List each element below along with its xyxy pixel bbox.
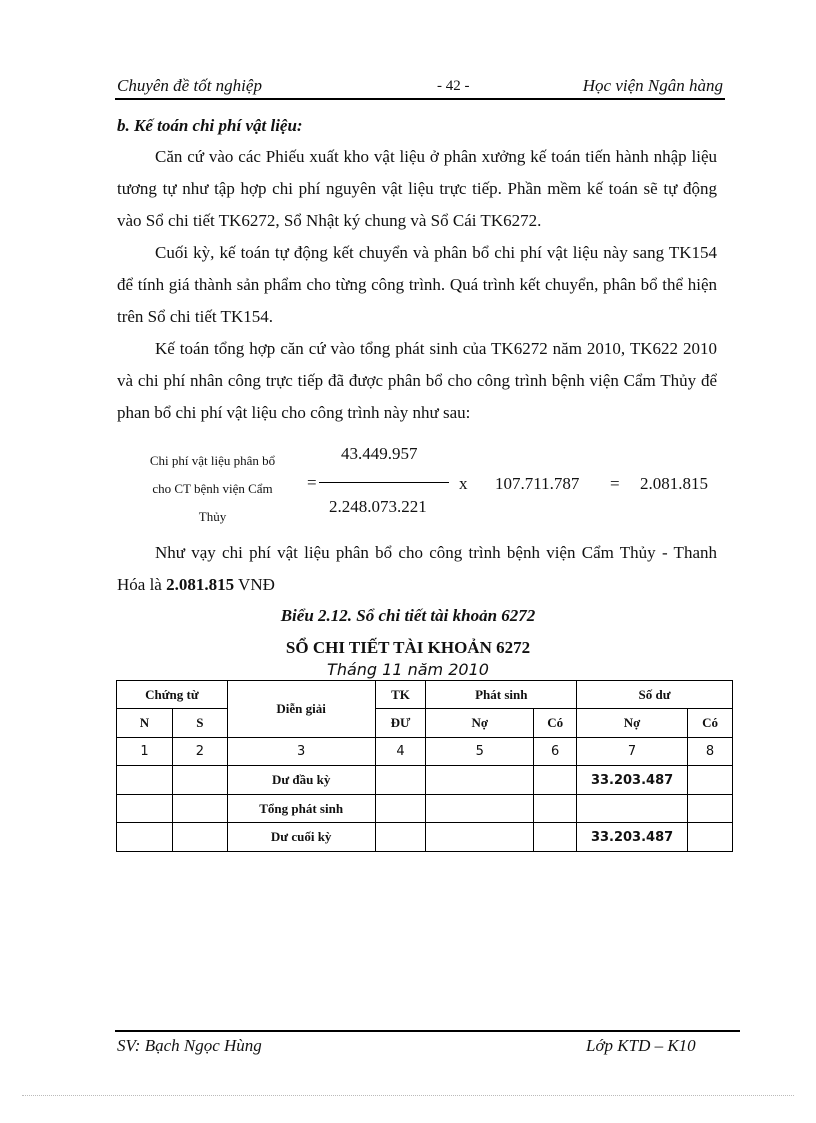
paragraph-3: Kế toán tổng hợp căn cứ vào tổng phát sinh của TK6272 năm 2010, TK622 2010 và chi phí nhân công trực tiếp đã được phân bổ cho công trình bệnh viện Cẩm Thủy để phan bổ chi phí vật liệu cho công trình này như sau: (117, 339, 717, 422)
page-header (117, 76, 723, 98)
fraction-bar (319, 482, 449, 483)
table-row (117, 823, 733, 852)
column-number: 8 (688, 738, 733, 766)
formula-numerator: 43.449.957 (341, 444, 418, 463)
row-description: Dư đầu kỳ (227, 766, 375, 795)
header-tk-du-line1: TK (375, 681, 426, 709)
formula-equals-sign-2: = (610, 474, 620, 493)
paragraph-1: Căn cứ vào các Phiếu xuất kho vật liệu ở phân xưởng kế toán tiến hành nhập liệu tương tự như tập hợp chi phí nguyên vật liệu trực tiếp. Phần mềm kế toán sẽ tự động vào Sổ chi tiết TK6272, Sổ Nhật ký chung và Sổ Cái TK6272. (117, 147, 717, 230)
ledger-subtitle: Tháng 11 năm 2010 (327, 660, 489, 679)
ledger-title: SỔ CHI TIẾT TÀI KHOẢN 6272 (285, 638, 531, 657)
formula-label-line-2: cho CT bệnh viện Cẩm (152, 481, 273, 496)
header-so-du: Số dư (577, 681, 733, 709)
header-row-2 (117, 709, 733, 738)
conclusion-amount: 2.081.815 (166, 575, 235, 594)
header-tk-du-line2: ĐƯ (375, 709, 426, 738)
table-row (117, 795, 733, 823)
header-divider (115, 98, 725, 100)
formula-times-sign: x (459, 474, 468, 493)
column-number: 1 (117, 738, 173, 766)
formula-label-line-3: Thủy (198, 509, 227, 524)
row-balance-debit: 33.203.487 (577, 766, 688, 795)
ledger-table (116, 680, 733, 852)
header-dien-giai: Diễn giải (227, 681, 375, 738)
formula-result: 2.081.815 (640, 474, 708, 493)
row-description: Dư cuối kỳ (227, 823, 375, 852)
header-phat-sinh-no: Nợ (426, 709, 534, 738)
footer-divider (115, 1030, 740, 1032)
column-number: 2 (172, 738, 227, 766)
conclusion-paragraph (117, 537, 717, 601)
column-number: 5 (426, 738, 534, 766)
formula-label (130, 447, 295, 531)
row-balance-debit (577, 795, 688, 823)
conclusion-currency: VNĐ (234, 575, 275, 594)
footer-class: Lớp KTD – K10 (586, 1036, 696, 1055)
header-institution: Học viện Ngân hàng (582, 76, 723, 95)
header-so-du-co: Có (688, 709, 733, 738)
header-phat-sinh-co: Có (534, 709, 577, 738)
header-phat-sinh: Phát sinh (426, 681, 577, 709)
header-chung-tu: Chứng từ (117, 681, 228, 709)
conclusion-text: Như vạy chi phí vật liệu phân bổ cho công trình bệnh viện Cẩm Thủy - Thanh Hóa là (117, 543, 717, 594)
table-row (117, 766, 733, 795)
header-n: N (117, 709, 173, 738)
header-row-1 (117, 681, 733, 709)
header-thesis-title: Chuyên đề tốt nghiệp (117, 76, 262, 95)
header-page-number: - 42 - (437, 78, 470, 94)
column-number: 6 (534, 738, 577, 766)
page-bottom-border (22, 1095, 794, 1096)
formula-label-line-1: Chi phí vật liệu phân bổ (149, 453, 276, 468)
formula-multiplier: 107.711.787 (495, 474, 580, 493)
row-balance-debit: 33.203.487 (577, 823, 688, 852)
row-description: Tổng phát sinh (227, 795, 375, 823)
section-title: b. Kế toán chi phí vật liệu: (117, 116, 303, 135)
header-so-du-no: Nợ (577, 709, 688, 738)
paragraph-2: Cuối kỳ, kế toán tự động kết chuyển và phân bổ chi phí vật liệu này sang TK154 để tính giá thành sản phẩm cho từng công trình. Quá trình kết chuyển, phân bổ thể hiện trên Sổ chi tiết TK154. (117, 243, 717, 326)
column-number: 7 (577, 738, 688, 766)
footer-student: SV: Bạch Ngọc Hùng (117, 1036, 262, 1055)
formula-denominator: 2.248.073.221 (329, 497, 427, 516)
column-number: 4 (375, 738, 426, 766)
formula-equals-sign: = (307, 473, 317, 492)
table-caption: Biểu 2.12. Sổ chi tiết tài khoản 6272 (280, 606, 536, 625)
column-number-row (117, 738, 733, 766)
header-s: S (172, 709, 227, 738)
column-number: 3 (227, 738, 375, 766)
